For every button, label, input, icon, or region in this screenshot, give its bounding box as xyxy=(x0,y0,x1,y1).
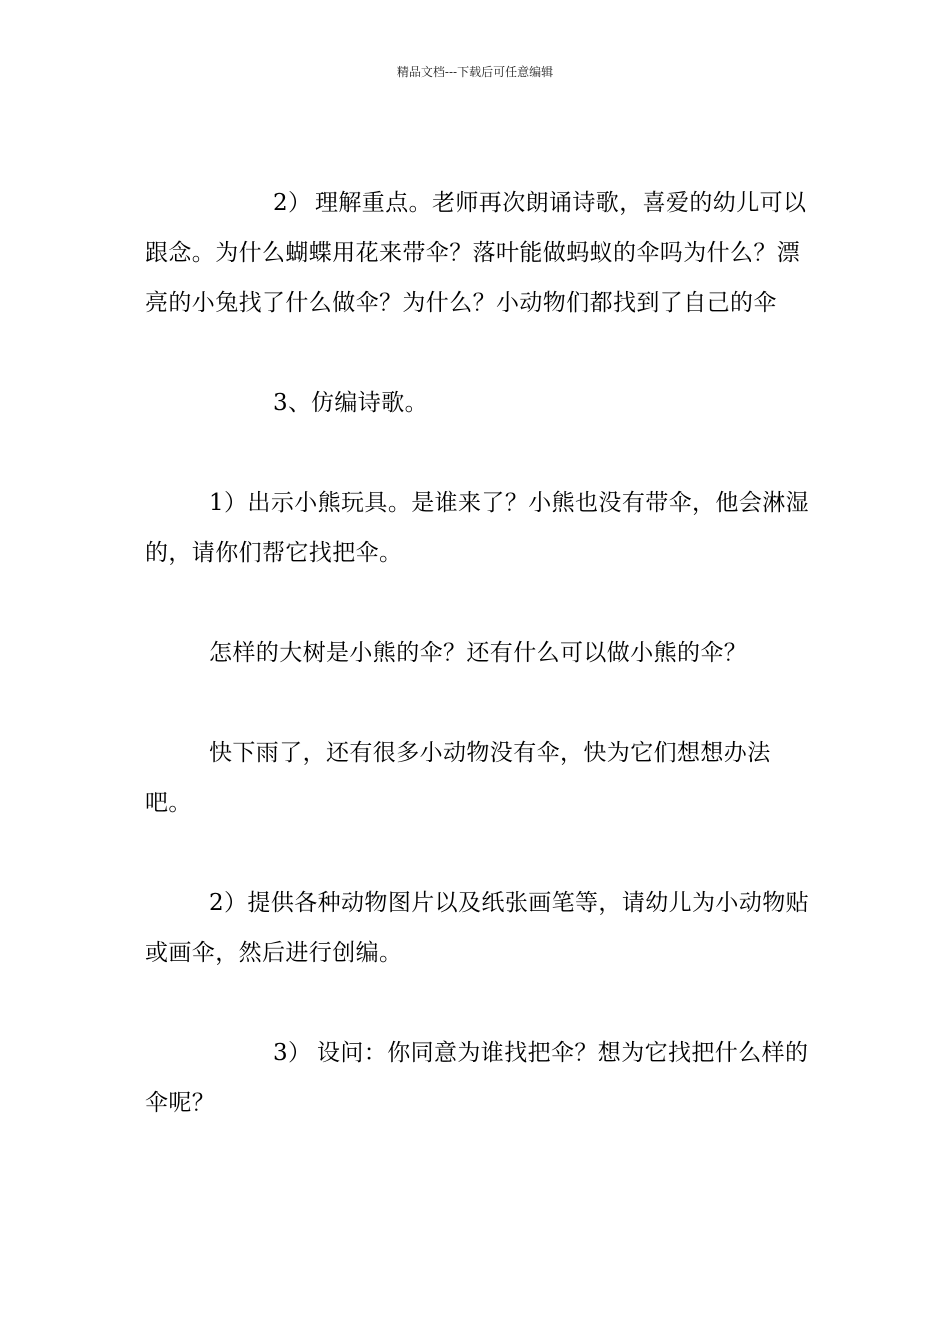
paragraph-understand-key-points xyxy=(145,178,810,328)
paragraph-text: 2）提供各种动物图片以及纸张画笔等，请幼儿为小动物贴或画伞，然后进行创编。 xyxy=(145,890,810,966)
paragraph-imitate-poem xyxy=(145,378,810,428)
paragraph-text: 快下雨了，还有很多小动物没有伞，快为它们想想办法吧。 xyxy=(145,740,771,816)
paragraph-show-bear-toy xyxy=(145,478,810,578)
paragraph-text: 1）出示小熊玩具。是谁来了？小熊也没有带伞，他会淋湿的，请你们帮它找把伞。 xyxy=(145,490,810,566)
paragraph-provide-materials xyxy=(145,878,810,978)
paragraph-text: 怎样的大树是小熊的伞？还有什么可以做小熊的伞？ xyxy=(209,640,748,666)
item-number: 3、 xyxy=(273,390,312,416)
paragraph-ask-question xyxy=(145,1028,810,1128)
paragraph-rain-coming xyxy=(145,728,810,828)
paragraph-bear-umbrella-question xyxy=(145,628,810,678)
paragraph-text: 设问：你同意为谁找把伞？想为它找把什么样的伞呢？ xyxy=(145,1040,809,1116)
paragraph-text: 理解重点。老师再次朗诵诗歌，喜爱的幼儿可以跟念。为什么蝴蝶用花来带伞？落叶能做蚂蚁的伞吗为什么？漂亮的小兔找了什么做伞？为什么？小动物们都找到了自己的伞 xyxy=(145,190,807,316)
paragraph-text: 仿编诗歌。 xyxy=(311,390,428,416)
document-body xyxy=(145,178,810,1128)
item-number: 2） xyxy=(273,190,312,216)
page-header: 精品文档---下载后可任意编辑 xyxy=(396,65,554,79)
item-number: 3） xyxy=(273,1040,312,1066)
